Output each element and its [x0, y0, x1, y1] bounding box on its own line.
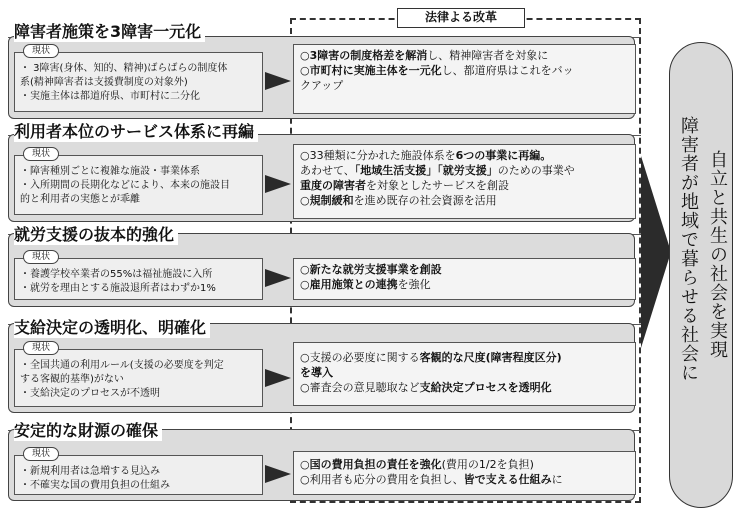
current-item: ・不確実な国の費用負担の仕組み: [20, 480, 170, 491]
reform-emphasis: 規制緩和: [309, 194, 354, 207]
current-status-box: [14, 455, 263, 495]
current-item: 的と利用者の実態とが乖離: [20, 194, 140, 205]
reform-item: ○国の費用負担の責任を強化(費用の1/2を負担): [300, 458, 534, 471]
section-title: 支給決定の透明化、明確化: [14, 318, 210, 338]
reform-emphasis: 雇用施策との連携: [309, 278, 398, 291]
current-item: ・支給決定のプロセスが不透明: [20, 388, 160, 399]
reform-box: [293, 144, 636, 219]
current-status-box: [14, 52, 263, 112]
reform-box: [293, 342, 636, 406]
current-label: 現状: [23, 147, 59, 161]
reform-emphasis: 3障害の制度格差を解消: [309, 49, 428, 62]
reform-column-header: 法律よる改革: [397, 8, 525, 28]
reform-emphasis: 「地域生活支援」「就労支援」: [354, 164, 498, 177]
current-item: ・養護学校卒業者の55%は福祉施設に入所: [20, 269, 213, 280]
right-arrow-icon: [265, 72, 291, 90]
section-title: 就労支援の抜本的強化: [14, 225, 178, 245]
reform-box: [293, 258, 636, 300]
reform-emphasis: 客観的な尺度(障害程度区分): [419, 351, 562, 364]
reform-item: [300, 365, 631, 380]
current-label: 現状: [23, 341, 59, 355]
reform-emphasis: 皆で支える仕組み: [463, 473, 552, 486]
current-item: ・障害種別ごとに複雑な施設・事業体系: [20, 166, 200, 177]
current-item: ・ 3障害(身体、知的、精神)ばらばらの制度体: [20, 63, 228, 74]
reform-item: ○雇用施策との連携を強化: [300, 278, 431, 291]
reform-emphasis: 新たな就労支援事業を創設: [309, 263, 442, 276]
section-title: 障害者施策を3障害一元化: [14, 22, 205, 42]
reform-item: ○利用者も応分の費用を負担し、皆で支える仕組みに: [300, 473, 563, 486]
goal-text-sub: 障害者が地域で暮らせる社会に: [678, 116, 699, 382]
reform-item: ○支援の必要度に関する客観的な尺度(障害程度区分): [300, 351, 562, 364]
reform-item: あわせて、「地域生活支援」「就労支援」のための事業や: [300, 164, 575, 177]
current-status-box: [14, 349, 263, 407]
big-right-arrow-icon: [641, 156, 671, 348]
current-item: ・全国共通の利用ルール(支援の必要度を判定: [20, 360, 224, 371]
reform-box: [293, 44, 636, 114]
reform-box: [293, 451, 636, 495]
current-item: ・新規利用者は急増する見込み: [20, 466, 160, 477]
current-status-box: [14, 258, 263, 300]
reform-emphasis: を導入: [300, 366, 333, 379]
right-arrow-icon: [265, 465, 291, 483]
reform-item: ○33種類に分かれた施設体系を6つの事業に再編。: [300, 149, 552, 162]
right-arrow-icon: [265, 369, 291, 387]
section-title: 安定的な財源の確保: [14, 421, 162, 441]
reform-emphasis: 支給決定プロセスを透明化: [419, 381, 552, 394]
right-arrow-icon: [265, 269, 291, 287]
current-item: する客観的基準)がない: [20, 374, 124, 385]
right-arrow-icon: [265, 175, 291, 193]
current-label: 現状: [23, 447, 59, 461]
reform-item: ○市町村に実施主体を一元化し、都道府県はこれをバッ: [300, 64, 574, 77]
current-status-box: [14, 155, 263, 215]
current-item: ・就労を理由とする施設退所者はわずか1%: [20, 283, 216, 294]
current-label: 現状: [23, 44, 59, 58]
reform-item: ○3障害の制度格差を解消し、精神障害者を対象に: [300, 49, 549, 62]
section-title: 利用者本位のサービス体系に再編: [14, 122, 258, 142]
reform-emphasis: 市町村に実施主体を一元化: [309, 64, 442, 77]
reform-emphasis: 重度の障害者: [300, 179, 366, 192]
goal-text-main: 自立と共生の社会を実現: [707, 150, 728, 359]
reform-emphasis: 国の費用負担の責任を強化: [309, 458, 442, 471]
reform-item: クアップ: [300, 79, 344, 92]
current-item: ・入所期間の長期化などにより、本来の施設目: [20, 180, 230, 191]
reform-item: ○新たな就労支援事業を創設: [300, 263, 442, 276]
reform-item: 重度の障害者を対象としたサービスを創設: [300, 179, 509, 192]
reform-item: ○規制緩和を進め既存の社会資源を活用: [300, 194, 497, 207]
current-item: 系(精神障害者は支援費制度の対象外): [20, 77, 188, 88]
current-item: ・実施主体は都道府県、市町村に二分化: [20, 91, 200, 102]
current-label: 現状: [23, 250, 59, 264]
reform-item: ○審査会の意見聴取など支給決定プロセスを透明化: [300, 381, 552, 394]
reform-emphasis: 6つの事業に再編。: [455, 149, 552, 162]
